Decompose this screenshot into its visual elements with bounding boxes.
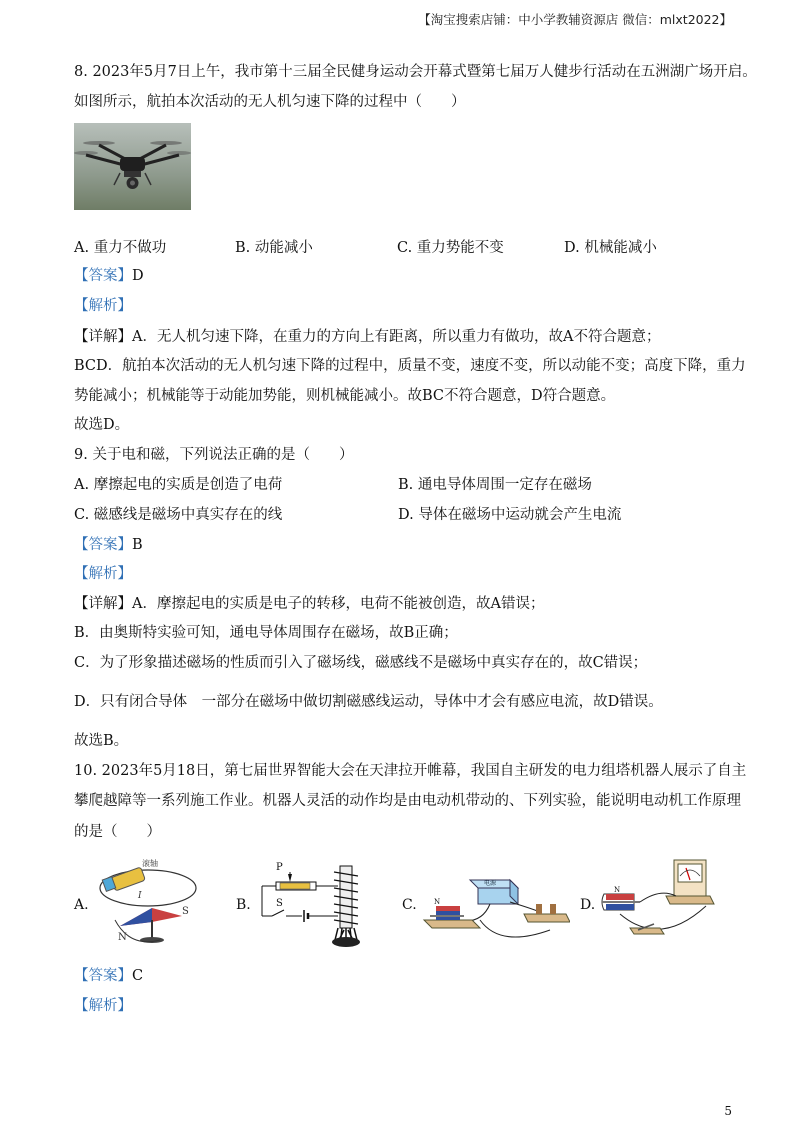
fig-a-s-label: S [182, 906, 189, 917]
q9-detail-line1 [74, 594, 544, 614]
page-number: 5 [724, 1104, 732, 1118]
q10-answer [74, 966, 143, 986]
q8-answer-value: D [132, 268, 144, 284]
q8-option-c: C. 重力势能不变 [397, 240, 504, 256]
q8-option-a: A. 重力不做功 [74, 240, 167, 256]
fig-a-top-label: 滚轴 [142, 859, 158, 868]
q10-answer-value: C [132, 968, 144, 984]
q10-stem-line2: 攀爬越障等一系列施工作业。机器人灵活的动作均是由电动机带动的、下列实验，能说明电动机工作原理 [74, 793, 741, 809]
fig-c-n-label: N [434, 898, 441, 906]
fig-a-n-label: N [118, 932, 127, 943]
figure-a-oersted [90, 858, 200, 948]
q8-answer-label: 【答案】 [74, 268, 132, 284]
q8-detail-label: 【详解】 [74, 329, 132, 345]
q8-detail-text1: A．无人机匀速下降，在重力的方向上有距离，所以重力有做功，故A不符合题意； [132, 329, 661, 345]
fig-d-label: D. [580, 897, 596, 913]
q8-conclusion: 故选D。 [74, 417, 130, 433]
q8-detail-line1 [74, 327, 660, 347]
q9-detail-line2: B．由奥斯特实验可知，通电导体周围存在磁场，故B正确； [74, 625, 458, 641]
figure-b-electromagnet [254, 858, 374, 948]
q9-option-c: C. 磁感线是磁场中真实存在的线 [74, 507, 283, 523]
q9-detail-label: 【详解】 [74, 596, 132, 612]
fig-b-s-label: S [276, 898, 283, 909]
q9-conclusion: 故选B。 [74, 733, 129, 749]
q9-stem: 9. 关于电和磁，下列说法正确的是（ ） [74, 447, 354, 463]
q9-analysis-label: 【解析】 [74, 566, 132, 582]
q8-detail-line3: 势能减小；机械能等于动能加势能，则机械能减小。故BC不符合题意，D符合题意。 [74, 388, 616, 404]
q10-analysis-label: 【解析】 [74, 998, 132, 1014]
fig-d-n-label: N [614, 886, 621, 894]
q9-detail-text1: A．摩擦起电的实质是电子的转移，电荷不能被创造，故A错误； [132, 596, 545, 612]
q8-analysis-label: 【解析】 [74, 298, 132, 314]
q10-answer-label: 【答案】 [74, 968, 132, 984]
q10-stem-line3: 的是（ ） [74, 824, 161, 840]
q9-answer-label: 【答案】 [74, 537, 132, 553]
q8-option-d: D. 机械能减小 [564, 240, 657, 256]
q9-answer [74, 535, 143, 555]
page-header: 【淘宝搜索店铺：中小学教辅资源店 微信：mlxt2022】 [418, 12, 732, 27]
q9-option-a: A. 摩擦起电的实质是创造了电荷 [74, 477, 283, 493]
fig-a-current-label: I [138, 891, 142, 901]
q9-answer-value: B [132, 537, 143, 553]
figure-d-induction-experiment [600, 858, 718, 948]
drone-photo [74, 123, 191, 210]
fig-b-label: B. [236, 897, 251, 913]
q10-stem-line1: 10. 2023年5月18日，第七届世界智能大会在天津拉开帷幕，我国自主研发的电力组塔机器人展示了自主 [74, 763, 747, 779]
q9-option-d: D. 导体在磁场中运动就会产生电流 [398, 507, 622, 523]
fig-a-label: A. [74, 897, 89, 913]
figure-c-motor-experiment [420, 858, 570, 948]
q8-stem-line1: 8. 2023年5月7日上午，我市第十三届全民健身运动会开幕式暨第七届万人健步行活动在五洲湖广场开启。 [74, 64, 757, 80]
fig-c-label: C. [402, 897, 417, 913]
q8-answer [74, 266, 144, 286]
q9-detail-line3: C．为了形象描述磁场的性质而引入了磁场线，磁感线不是磁场中真实存在的，故C错误； [74, 655, 648, 671]
q8-detail-line2: BCD．航拍本次活动的无人机匀速下降的过程中，质量不变，速度不变，所以动能不变；高度下降，重力 [74, 358, 746, 374]
q8-option-b: B. 动能减小 [235, 240, 313, 256]
q9-detail-line4: D．只有闭合导体 一部分在磁场中做切割磁感线运动，导体中才会有感应电流，故D错误。 [74, 694, 663, 710]
q8-stem-line2: 如图所示，航拍本次活动的无人机匀速下降的过程中（ ） [74, 94, 466, 110]
q9-option-b: B. 通电导体周围一定存在磁场 [398, 477, 592, 493]
fig-c-power-label: 电源 [484, 880, 497, 887]
fig-b-p-label: P [276, 862, 283, 873]
